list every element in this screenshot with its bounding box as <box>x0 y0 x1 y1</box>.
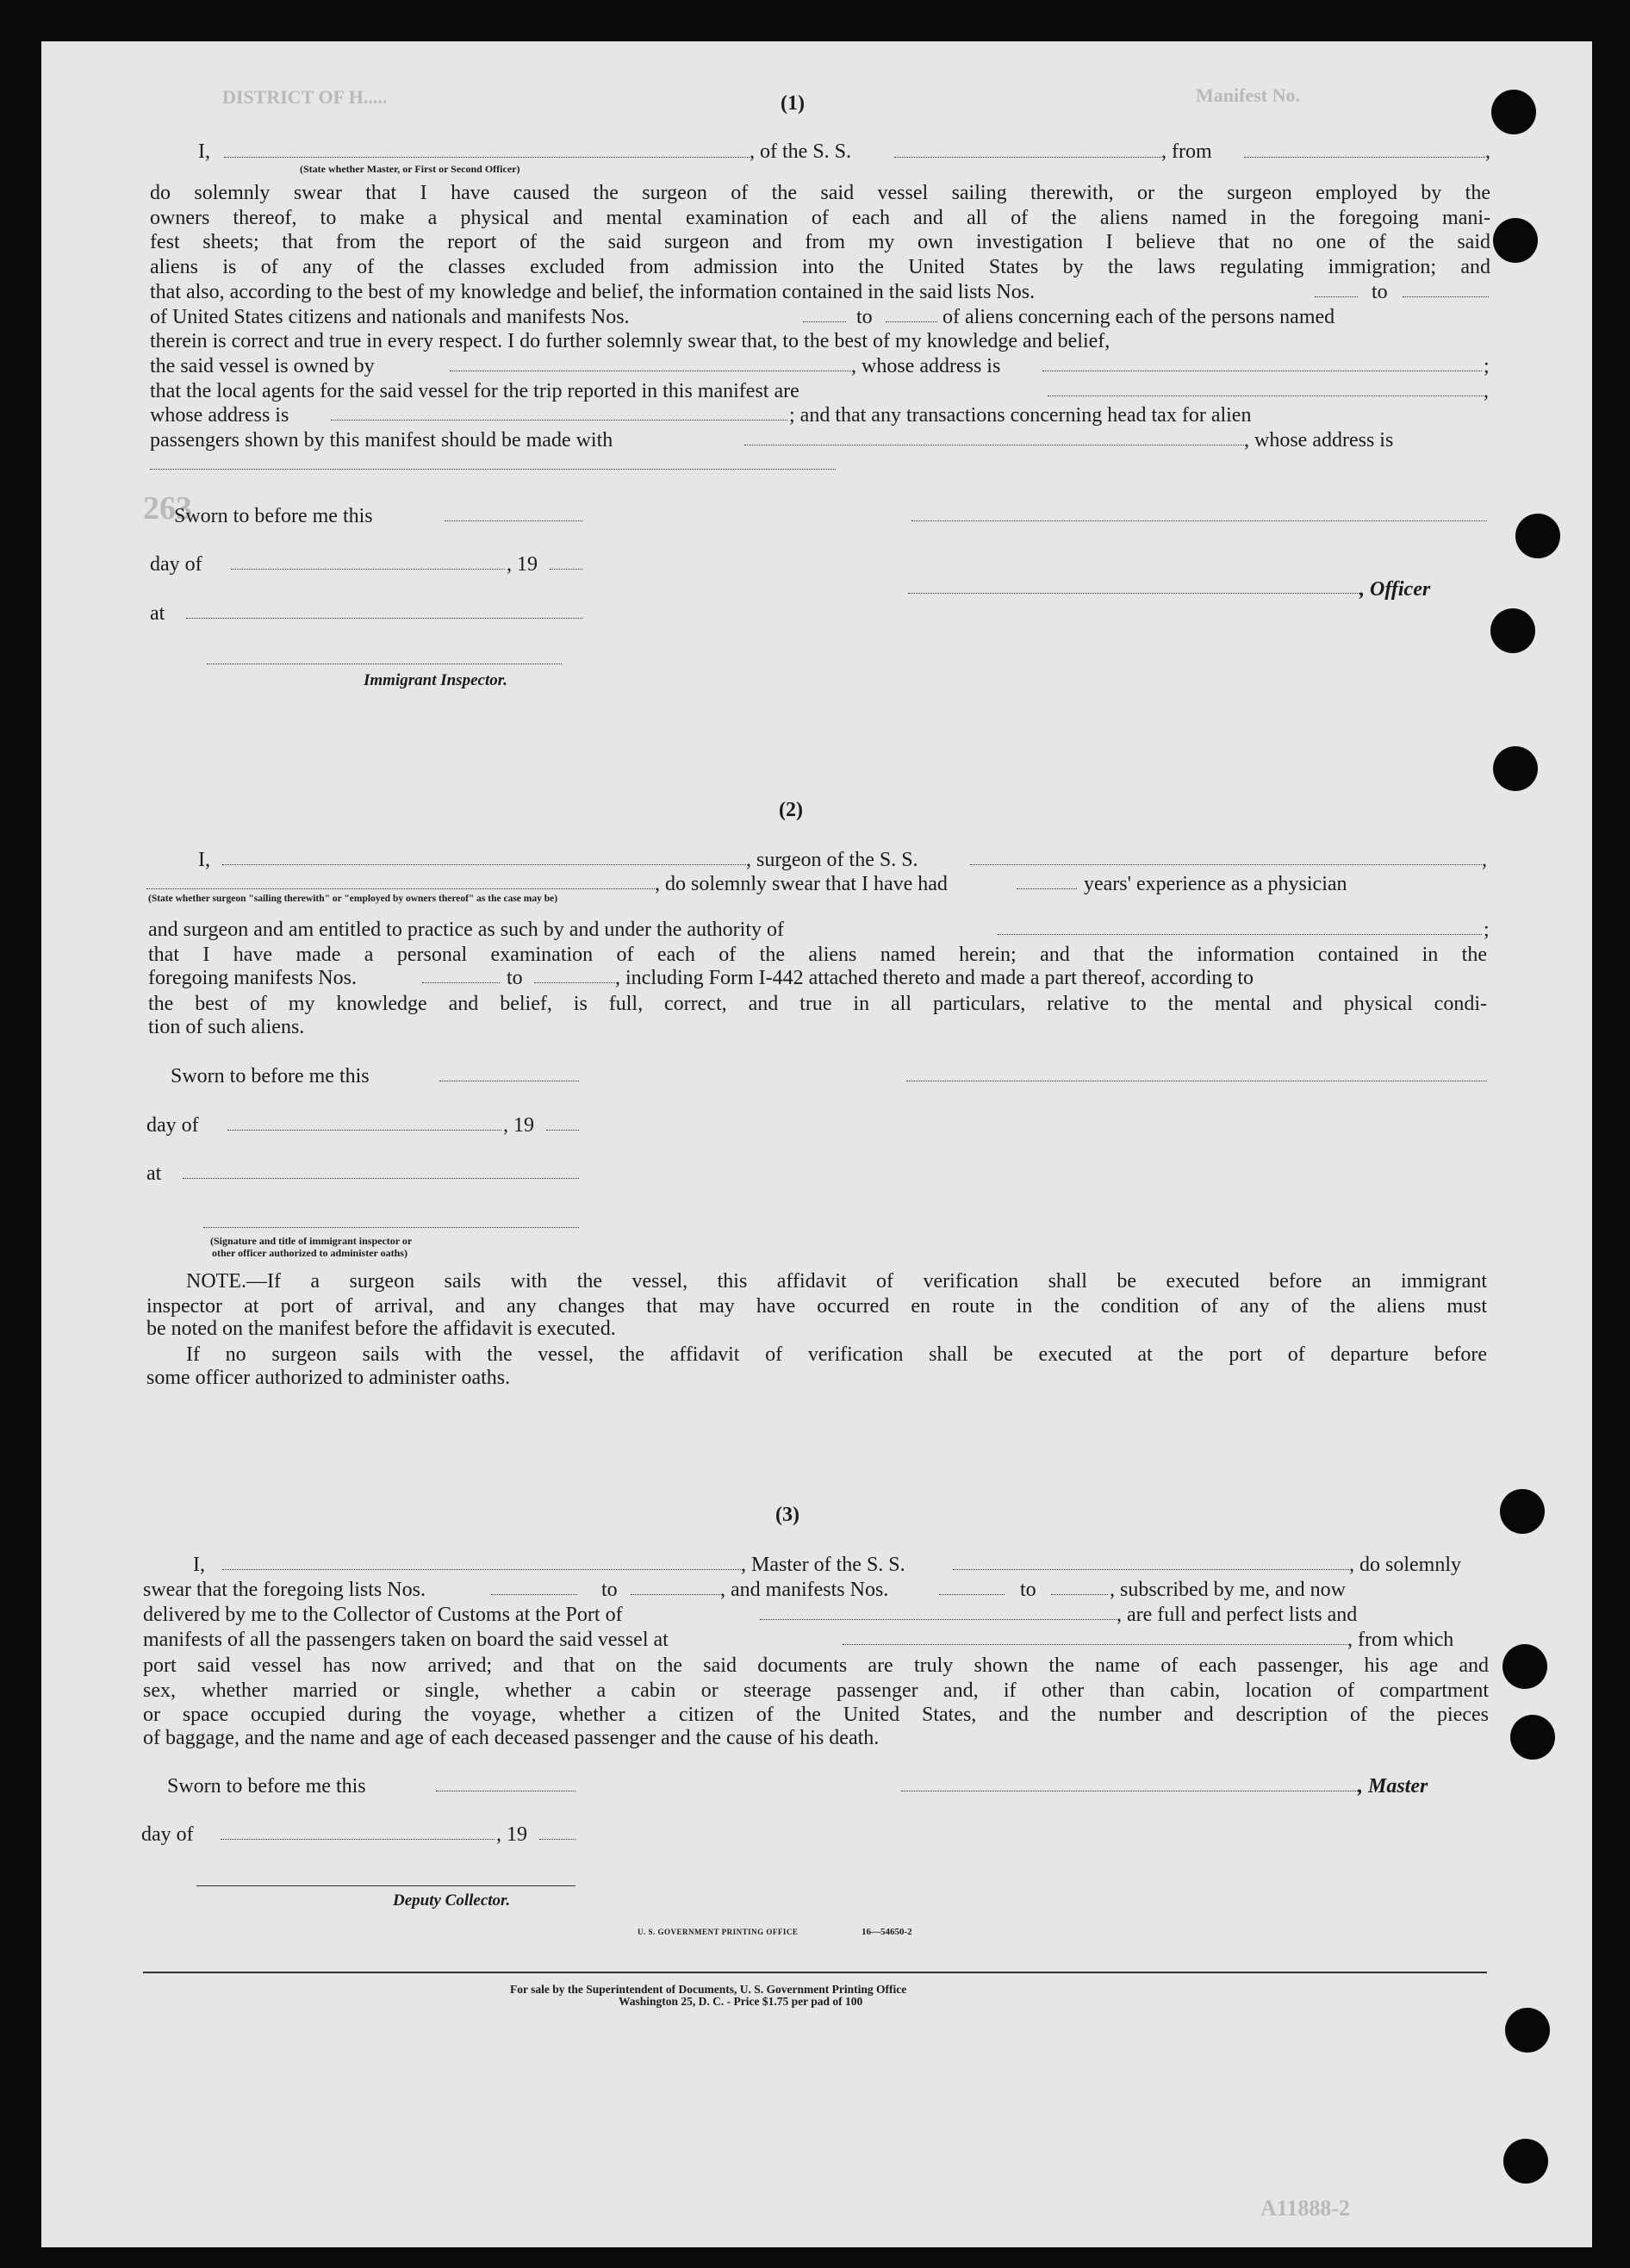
text-line: of aliens concerning each of the persons named <box>943 306 1335 328</box>
sale-notice: For sale by the Superintendent of Documents, U. S. Government Printing Office <box>510 1983 907 1996</box>
head-tax-contact-field[interactable] <box>744 445 1244 446</box>
text-line: or space occupied during the voyage, whether a citizen of the United States, and the number and description of the pieces <box>143 1704 1489 1727</box>
years-field[interactable] <box>1017 888 1077 889</box>
collector-signature-field[interactable] <box>196 1885 575 1886</box>
text-line: , and manifests Nos. <box>720 1579 889 1601</box>
text-line: of United States citizens and nationals and manifests Nos. <box>150 306 630 328</box>
bleed-through-text: 263 <box>143 490 192 526</box>
text-line: , subscribed by me, and now <box>1110 1579 1346 1601</box>
label-surgeon-of: , surgeon of the S. S. <box>746 849 918 871</box>
oath-paragraph <box>148 943 1487 968</box>
punch-hole <box>1500 1489 1545 1534</box>
punch-hole <box>1515 514 1560 558</box>
label-of-ss: , of the S. S. <box>750 140 852 163</box>
label-local-agents: that the local agents for the said vessel for the trip reported in this manifest are <box>150 380 799 402</box>
label-master-of: , Master of the S. S. <box>741 1554 905 1576</box>
text-line: the best of my knowledge and belief, is full, correct, and true in all particulars, relative to the mental and physical condi- <box>148 993 1487 1015</box>
semicolon: ; <box>1484 919 1490 941</box>
label-i: I, <box>193 1554 205 1576</box>
punch-hole <box>1493 218 1538 263</box>
punch-hole <box>1503 2139 1548 2184</box>
label-nineteen: , 19 <box>496 1823 527 1846</box>
surgeon-name-field[interactable] <box>222 864 746 865</box>
vessel-name-field[interactable] <box>894 157 1161 158</box>
officer-title-field[interactable] <box>908 593 1359 594</box>
text-line: If no surgeon sails with the vessel, the affidavit of verification shall be executed at the port of departure before <box>186 1343 1487 1366</box>
label-to: to <box>1372 281 1388 303</box>
text-line: manifests of all the passengers taken on board the said vessel at <box>143 1629 669 1651</box>
section-number: (3) <box>775 1504 799 1526</box>
label-from: , from <box>1161 140 1212 163</box>
manifests-to-field[interactable] <box>1051 1594 1108 1595</box>
lists-to-field[interactable] <box>1403 296 1489 297</box>
label-master: , Master <box>1358 1775 1428 1798</box>
label-owned-by: the said vessel is owned by <box>150 355 375 377</box>
text-line: and surgeon and am entitled to practice as such by and under the authority of <box>148 919 784 941</box>
inspector-signature-field[interactable] <box>203 1227 579 1228</box>
label-to: to <box>1020 1579 1036 1601</box>
place-field[interactable] <box>186 618 582 619</box>
label-nineteen: , 19 <box>507 553 538 576</box>
year-field[interactable] <box>546 1130 579 1131</box>
label-day-of: day of <box>150 553 202 576</box>
punch-hole <box>1493 746 1538 791</box>
text-line: , are full and perfect lists and <box>1117 1604 1358 1626</box>
punch-hole <box>1502 1644 1547 1689</box>
punch-hole <box>1510 1715 1555 1760</box>
label-i: I, <box>198 140 210 163</box>
label-whose-address: , whose address is <box>1244 429 1394 452</box>
text-line: owners thereof, to make a physical and mental examination of each and all of the aliens named in the foregoing mani- <box>150 206 1490 229</box>
label-officer: , Officer <box>1359 578 1431 601</box>
label-immigrant-inspector: Immigrant Inspector. <box>364 671 507 689</box>
officer-name-field[interactable] <box>224 157 750 158</box>
month-field[interactable] <box>221 1839 495 1840</box>
vessel-name-field[interactable] <box>953 1569 1349 1570</box>
text-line: port said vessel has now arrived; and that on the said documents are truly shown the name of each passenger, his age and <box>143 1654 1489 1677</box>
gpo-imprint: U. S. GOVERNMENT PRINTING OFFICE <box>638 1928 799 1936</box>
field-note: other officer authorized to administer oaths) <box>212 1247 408 1259</box>
lists-from-field[interactable] <box>1315 296 1358 297</box>
sale-notice: Washington 25, D. C. - Price $1.75 per pad of 100 <box>619 1995 863 2008</box>
label-sworn: Sworn to before me this <box>174 505 373 527</box>
section-number: (1) <box>781 92 805 115</box>
manifests-from-field[interactable] <box>939 1594 1005 1595</box>
punch-hole <box>1505 2008 1550 2053</box>
label-sworn: Sworn to before me this <box>167 1775 366 1798</box>
comma: , <box>1485 140 1490 163</box>
comma: , <box>1482 849 1487 871</box>
master-name-field[interactable] <box>222 1569 741 1570</box>
place-field[interactable] <box>183 1178 579 1179</box>
divider <box>143 1972 1487 1973</box>
label-deputy-collector: Deputy Collector. <box>393 1891 511 1910</box>
oath-paragraph <box>150 181 1490 279</box>
manifests-from-field[interactable] <box>803 321 846 322</box>
field-note: (State whether surgeon "sailing therewith" or "employed by owners thereof" as the case may be) <box>148 894 558 904</box>
surgeon-type-field[interactable] <box>146 888 655 889</box>
bleed-through-text: A11888-2 <box>1260 2196 1350 2221</box>
text-line: , from which <box>1347 1629 1454 1651</box>
text-line: foregoing manifests Nos. <box>148 967 357 989</box>
year-field[interactable] <box>539 1839 575 1840</box>
label-whose-address: whose address is <box>150 404 289 427</box>
punch-hole <box>1491 90 1536 134</box>
label-to: to <box>856 306 873 328</box>
form-code: 16—54650-2 <box>862 1927 912 1937</box>
departure-port-field[interactable] <box>843 1644 1347 1645</box>
text-line: that I have made a personal examination of each of the aliens named herein; and that the information contained in the <box>148 944 1487 966</box>
text-line: some officer authorized to administer oaths. <box>146 1367 511 1389</box>
text-line: therein is correct and true in every respect. I do further solemnly swear that, to the best of my knowledge and belief, <box>150 330 1111 352</box>
from-port-field[interactable] <box>1244 157 1485 158</box>
label-sworn: Sworn to before me this <box>171 1065 370 1087</box>
label-day-of: day of <box>146 1114 199 1137</box>
surgeon-vessel-field[interactable] <box>970 864 1482 865</box>
port-field[interactable] <box>760 1619 1117 1620</box>
text-line: fest sheets; that from the report of the said surgeon and from my own investigation I believe that no one of the said <box>150 231 1490 254</box>
form-page <box>41 41 1592 2247</box>
bleed-through-text: Manifest No. <box>1196 84 1300 106</box>
text-line: ; and that any transactions concerning head tax for alien <box>789 404 1252 427</box>
text-line: tion of such aliens. <box>148 1016 305 1038</box>
label-to: to <box>507 967 523 989</box>
text-line: , do solemnly <box>1349 1554 1461 1576</box>
text-line: years' experience as a physician <box>1084 873 1347 895</box>
text-line: passengers shown by this manifest should be made with <box>150 429 613 452</box>
lists-from-field[interactable] <box>491 1594 577 1595</box>
field-note: (Signature and title of immigrant inspector or <box>210 1235 413 1247</box>
text-line: sex, whether married or single, whether a cabin or steerage passenger and, if other than cabin, location of compartment <box>143 1679 1489 1702</box>
comma: , <box>1484 380 1489 402</box>
text-line: delivered by me to the Collector of Customs at the Port of <box>143 1604 623 1626</box>
authority-field[interactable] <box>998 934 1482 935</box>
month-field[interactable] <box>231 569 505 570</box>
officer-signature-field[interactable] <box>911 520 1487 521</box>
label-at: at <box>146 1162 162 1185</box>
manifests-from-field[interactable] <box>422 982 500 983</box>
lists-to-field[interactable] <box>631 1594 720 1595</box>
label-day-of: day of <box>141 1823 194 1846</box>
punch-hole <box>1490 608 1535 653</box>
note-paragraph <box>146 1269 1487 1318</box>
manifests-to-field[interactable] <box>886 321 937 322</box>
label-whose-address: , whose address is <box>851 355 1001 377</box>
text-line: do solemnly swear that I have caused the surgeon of the said vessel sailing therewith, or the surgeon employed by the <box>150 182 1490 204</box>
oath-paragraph <box>143 1654 1489 1728</box>
month-field[interactable] <box>227 1130 501 1131</box>
note-paragraph <box>146 1343 1487 1368</box>
text-line: NOTE.—If a surgeon sails with the vessel, this affidavit of verification shall be executed before an immigrant <box>186 1270 1487 1293</box>
label-to: to <box>601 1579 618 1601</box>
text-line: , do solemnly swear that I have had <box>655 873 948 895</box>
bleed-through-text: DISTRICT OF H..... <box>222 86 388 108</box>
text-line: be noted on the manifest before the affidavit is executed. <box>146 1318 616 1340</box>
sworn-date-field[interactable] <box>445 520 582 521</box>
manifests-to-field[interactable] <box>534 982 615 983</box>
label-i: I, <box>198 849 210 871</box>
text-line: that also, according to the best of my knowledge and belief, the information contained in the said lists Nos. <box>150 281 1036 303</box>
text-line: , including Form I-442 attached thereto and made a part thereof, according to <box>615 967 1254 989</box>
label-at: at <box>150 602 165 625</box>
label-nineteen: , 19 <box>503 1114 534 1137</box>
text-line: inspector at port of arrival, and any changes that may have occurred en route in the condition of any of the aliens must <box>146 1294 1487 1318</box>
section-number: (2) <box>779 799 803 821</box>
text-line: aliens is of any of the classes excluded from admission into the United States by the laws regulating immigration; and <box>150 255 1490 278</box>
head-tax-address-field[interactable] <box>150 469 836 470</box>
text-line: of baggage, and the name and age of each deceased passenger and the cause of his death. <box>143 1727 880 1749</box>
agents-address-field[interactable] <box>331 420 787 421</box>
year-field[interactable] <box>550 569 582 570</box>
oath-paragraph <box>148 992 1487 1017</box>
text-line: swear that the foregoing lists Nos. <box>143 1579 426 1601</box>
field-note: (State whether Master, or First or Second Officer) <box>300 163 520 175</box>
semicolon: ; <box>1484 355 1490 377</box>
